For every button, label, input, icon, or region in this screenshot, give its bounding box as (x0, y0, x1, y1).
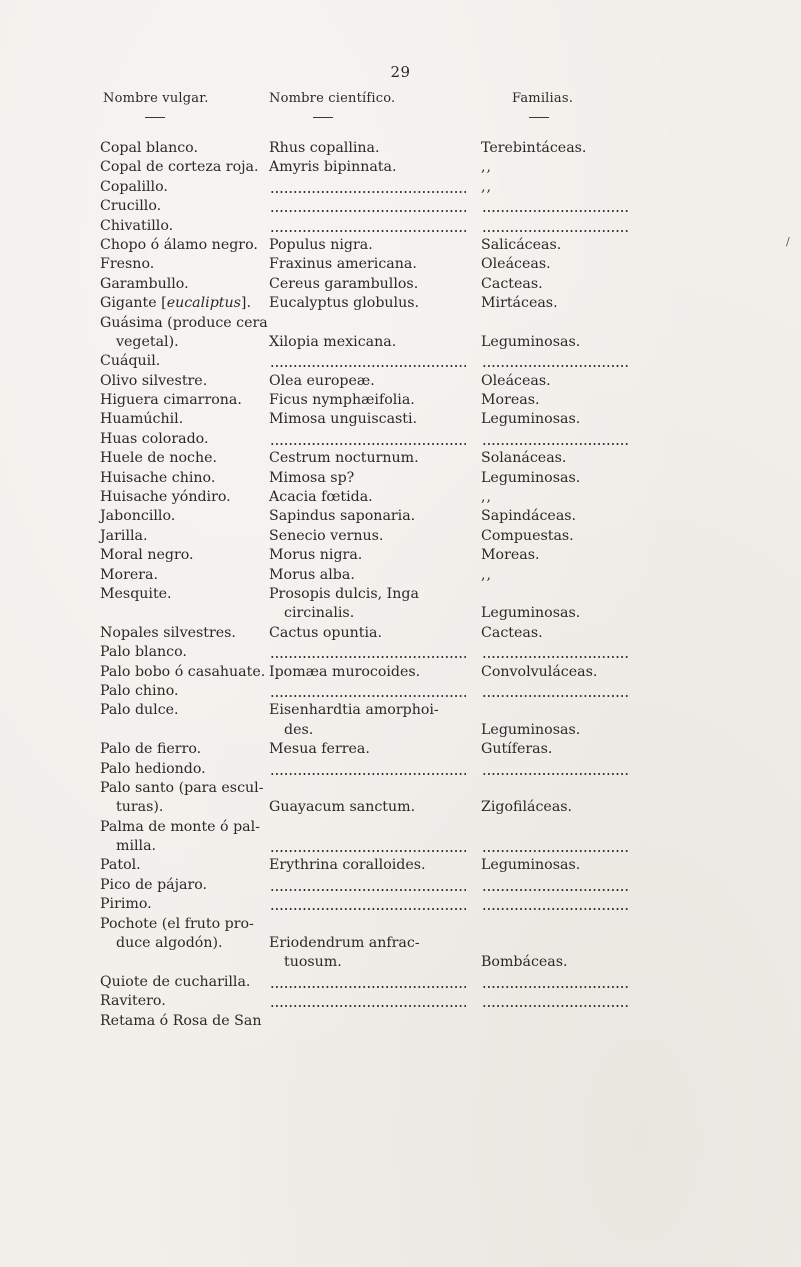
common-name-text: Palo dulce. (100, 702, 179, 719)
common-name-cell (100, 856, 141, 875)
common-name-text: Copal blanco. (100, 140, 198, 156)
common-name-text: Cuáquil. (100, 353, 161, 370)
scientific-name-cell: Sapindus saponaria. (269, 508, 416, 525)
leader-dots-family (482, 986, 628, 988)
common-name-text: Huisache chino. (100, 469, 216, 486)
table-row (0, 546, 801, 565)
leader-dots-scientific (270, 191, 466, 193)
common-name-cell (116, 333, 179, 352)
common-name-cell (100, 217, 173, 236)
common-name-text: Copal de corteza roja. (100, 159, 259, 176)
table-row (0, 682, 801, 701)
header-scientific-name: Nombre científico. (269, 91, 396, 106)
common-name-text: Quiote de cucharilla. (100, 973, 251, 990)
common-name-cell (100, 372, 207, 391)
ditto-mark: ,, (481, 178, 493, 195)
common-name-cell (100, 760, 206, 779)
table-row (0, 876, 801, 895)
common-name-cell (100, 566, 158, 585)
family-cell: Leguminosas. (481, 469, 581, 486)
common-name-text: Jarilla. (100, 527, 148, 544)
leader-dots-family (482, 230, 628, 232)
common-name-cell (100, 158, 258, 177)
common-name-text: Pochote (el fruto pro- (100, 915, 254, 932)
scientific-name-cell: Eriodendrum anfrac- (269, 935, 420, 952)
table-row (0, 1012, 801, 1031)
table-header (0, 91, 801, 131)
scientific-name-cell: Populus nigra. (269, 236, 373, 253)
scientific-name-cell: Cactus opuntia. (269, 624, 382, 641)
common-name-text: Palo blanco. (100, 644, 187, 661)
common-name-cell (100, 197, 161, 216)
header-rule-common (145, 117, 165, 118)
plant-table (0, 139, 801, 1031)
table-row (0, 779, 801, 798)
family-cell: Sapindáceas. (481, 508, 577, 525)
common-name-text: Pico de pájaro. (100, 876, 208, 893)
family-cell: Moreas. (481, 392, 540, 409)
common-name-text: Mesquite. (100, 585, 172, 602)
leader-dots-family (482, 889, 628, 891)
table-row (0, 430, 801, 449)
common-name-text: Retama ó Rosa de San (100, 1012, 262, 1029)
common-name-text: Chopo ó álamo negro. (100, 236, 258, 253)
table-row (0, 915, 801, 934)
scientific-name-cell: Mesua ferrea. (269, 741, 370, 758)
common-name-text: Huamúchil. (100, 411, 184, 428)
family-cell: Leguminosas. (481, 605, 581, 622)
family-cell: Oleáceas. (481, 372, 551, 389)
table-row (0, 333, 801, 352)
common-name-cell (116, 837, 156, 856)
leader-dots-scientific (270, 908, 466, 910)
common-name-cell (100, 546, 194, 565)
common-name-cell (100, 294, 251, 313)
scientific-name-cell: circinalis. (284, 605, 355, 622)
scientific-name-cell: Erythrina coralloides. (269, 857, 426, 874)
table-row (0, 372, 801, 391)
common-name-text: milla. (116, 838, 157, 855)
common-name-tail: ]. (240, 295, 251, 312)
common-name-cell (100, 992, 166, 1011)
table-row (0, 624, 801, 643)
leader-dots-family (482, 773, 628, 775)
scientific-name-cell: Acacia fœtida. (269, 489, 373, 506)
scientific-name-cell: Cereus garambullos. (269, 275, 419, 292)
common-name-cell (100, 895, 152, 914)
common-name-cell (100, 391, 242, 410)
common-name-text: Morera. (100, 566, 158, 583)
common-name-text: Huisache yóndiro. (100, 489, 231, 506)
table-row (0, 139, 801, 158)
leader-dots-scientific (270, 656, 466, 658)
table-row (0, 566, 801, 585)
table-row (0, 604, 801, 623)
common-name-cell (100, 818, 260, 837)
common-name-text: Moral negro. (100, 547, 194, 564)
common-name-cell (100, 876, 207, 895)
leader-dots-scientific (270, 365, 466, 367)
common-name-cell (100, 469, 215, 488)
common-name-cell (100, 488, 231, 507)
table-row (0, 934, 801, 953)
family-cell: Oleáceas. (481, 256, 551, 273)
family-cell: Moreas. (481, 547, 540, 564)
scientific-name-cell: Rhus copallina. (269, 140, 380, 156)
table-row (0, 236, 801, 255)
scientific-name-cell: Mimosa sp? (269, 469, 355, 486)
common-name-text: Ravitero. (100, 993, 166, 1010)
table-row (0, 818, 801, 837)
scientific-name-cell: Xilopia mexicana. (269, 333, 397, 350)
scientific-name-cell: Ficus nymphæifolia. (269, 392, 415, 409)
family-cell: Salicáceas. (481, 236, 562, 253)
family-cell: Leguminosas. (481, 333, 581, 350)
table-row (0, 837, 801, 856)
scientific-name-cell: Guayacum sanctum. (269, 799, 416, 816)
table-row (0, 391, 801, 410)
family-cell: Leguminosas. (481, 721, 581, 738)
leader-dots-family (482, 210, 628, 212)
scientific-name-cell: Fraxinus americana. (269, 256, 417, 273)
header-rule-scientific (313, 117, 333, 118)
family-cell: Cacteas. (481, 624, 543, 641)
common-name-cell (100, 255, 154, 274)
common-name-text: duce algodón). (116, 935, 223, 952)
leader-dots-family (482, 443, 628, 445)
common-name-text: Jaboncillo. (100, 508, 176, 525)
leader-dots-family (482, 365, 628, 367)
header-families: Familias. (512, 91, 574, 106)
leader-dots-scientific (270, 230, 466, 232)
common-name-text: Copalillo. (100, 178, 168, 195)
scientific-name-cell: Eisenhardtia amorphoi- (269, 702, 439, 719)
table-row (0, 895, 801, 914)
common-name-text: Palo santo (para escul- (100, 779, 264, 796)
table-row (0, 507, 801, 526)
scientific-name-cell: Cestrum nocturnum. (269, 450, 419, 467)
common-name-cell (100, 430, 208, 449)
scientific-name-cell: Senecio vernus. (269, 527, 384, 544)
common-name-cell (100, 275, 189, 294)
family-cell: Bombáceas. (481, 954, 568, 971)
ditto-mark: ,, (481, 566, 493, 583)
common-name-cell (100, 410, 183, 429)
common-name-cell (100, 624, 236, 643)
table-row (0, 255, 801, 274)
common-name-text: Palo hediondo. (100, 760, 206, 777)
table-row (0, 449, 801, 468)
table-row (0, 158, 801, 177)
table-row (0, 701, 801, 720)
scientific-name-cell: des. (284, 721, 314, 738)
family-cell: Compuestas. (481, 527, 574, 544)
common-name-cell (100, 236, 258, 255)
common-name-text: Palo bobo ó casahuate. (100, 663, 266, 680)
leader-dots-scientific (270, 443, 466, 445)
table-row (0, 740, 801, 759)
ditto-mark: ,, (481, 159, 493, 176)
common-name-cell (100, 740, 201, 759)
page-number: 29 (390, 63, 411, 81)
common-name-text: Patol. (100, 857, 141, 874)
table-row (0, 953, 801, 972)
table-row (0, 314, 801, 333)
table-row (0, 275, 801, 294)
table-row (0, 527, 801, 546)
common-name-cell (100, 139, 198, 158)
common-name-cell (116, 798, 163, 817)
leader-dots-scientific (270, 695, 466, 697)
family-cell: Zigofiláceas. (481, 799, 573, 816)
common-name-text: Olivo silvestre. (100, 372, 208, 389)
leader-dots-family (482, 695, 628, 697)
table-row (0, 178, 801, 197)
common-name-cell (116, 934, 223, 953)
scientific-name-cell: Eucalyptus globulus. (269, 295, 420, 312)
leader-dots-family (482, 850, 628, 852)
common-name-cell (100, 779, 264, 798)
scientific-name-cell: Morus nigra. (269, 547, 363, 564)
common-name-cell (100, 585, 172, 604)
scientific-name-cell: Olea europeæ. (269, 372, 375, 389)
common-name-text: Palo chino. (100, 682, 179, 699)
scientific-name-cell: Mimosa unguiscasti. (269, 411, 418, 428)
common-name-text: Higuera cimarrona. (100, 392, 242, 409)
scientific-name-cell: Morus alba. (269, 566, 355, 583)
family-cell: Terebintáceas. (481, 140, 587, 156)
family-cell: Cacteas. (481, 275, 543, 292)
common-name-text: Fresno. (100, 256, 155, 273)
leader-dots-scientific (270, 889, 466, 891)
table-row (0, 352, 801, 371)
family-cell: Convolvuláceas. (481, 663, 598, 680)
table-row (0, 217, 801, 236)
common-name-cell (100, 682, 179, 701)
common-name-text: vegetal). (116, 333, 179, 350)
common-name-cell (100, 973, 250, 992)
leader-dots-scientific (270, 773, 466, 775)
table-row (0, 585, 801, 604)
common-name-cell (100, 449, 217, 468)
common-name-text: Huele de noche. (100, 450, 218, 467)
common-name-text: Nopales silvestres. (100, 624, 236, 641)
common-name-text: Chivatillo. (100, 217, 174, 234)
common-name-text: Garambullo. (100, 275, 189, 292)
common-name-cell (100, 314, 268, 333)
leader-dots-scientific (270, 210, 466, 212)
family-cell: Solanáceas. (481, 450, 567, 467)
header-common-name: Nombre vulgar. (103, 91, 209, 106)
table-row (0, 973, 801, 992)
common-name-cell (100, 507, 175, 526)
table-row (0, 294, 801, 313)
table-row (0, 721, 801, 740)
margin-mark: / (786, 235, 790, 248)
family-cell: Leguminosas. (481, 411, 581, 428)
scientific-name-cell: Prosopis dulcis, Inga (269, 585, 419, 602)
table-row (0, 760, 801, 779)
family-cell: Leguminosas. (481, 857, 581, 874)
common-name-cell (100, 1012, 262, 1031)
scientific-name-cell: Amyris bipinnata. (269, 159, 397, 176)
family-cell: Gutíferas. (481, 741, 553, 758)
leader-dots-family (482, 908, 628, 910)
table-row (0, 992, 801, 1011)
table-row (0, 469, 801, 488)
common-name-cell (100, 178, 168, 197)
common-name-cell (100, 643, 187, 662)
common-name-text: Palma de monte ó pal- (100, 818, 260, 835)
common-name-text: Crucillo. (100, 198, 162, 215)
scientific-name-cell: tuosum. (284, 954, 342, 971)
table-row (0, 798, 801, 817)
table-row (0, 663, 801, 682)
table-row (0, 856, 801, 875)
table-row (0, 197, 801, 216)
common-name-text: turas). (116, 799, 164, 816)
header-rule-families (529, 117, 549, 118)
common-name-text: Guásima (produce cera (100, 314, 268, 331)
leader-dots-family (482, 1005, 628, 1007)
scientific-name-cell: Ipomæa murocoides. (269, 663, 421, 680)
common-name-cell (100, 352, 160, 371)
leader-dots-family (482, 656, 628, 658)
common-name-text: Pirimo. (100, 896, 152, 913)
table-row (0, 410, 801, 429)
common-name-cell (100, 663, 265, 682)
common-name-text: Gigante [ (100, 295, 167, 312)
common-name-italic: eucaliptus (166, 295, 241, 312)
common-name-text: Huas colorado. (100, 430, 209, 447)
family-cell: Mirtáceas. (481, 295, 558, 312)
common-name-cell (100, 701, 179, 720)
common-name-text: Palo de fierro. (100, 741, 202, 758)
table-row (0, 643, 801, 662)
common-name-cell (100, 915, 254, 934)
leader-dots-scientific (270, 850, 466, 852)
table-row (0, 488, 801, 507)
leader-dots-scientific (270, 1005, 466, 1007)
leader-dots-scientific (270, 986, 466, 988)
common-name-cell (100, 527, 148, 546)
ditto-mark: ,, (481, 489, 493, 506)
